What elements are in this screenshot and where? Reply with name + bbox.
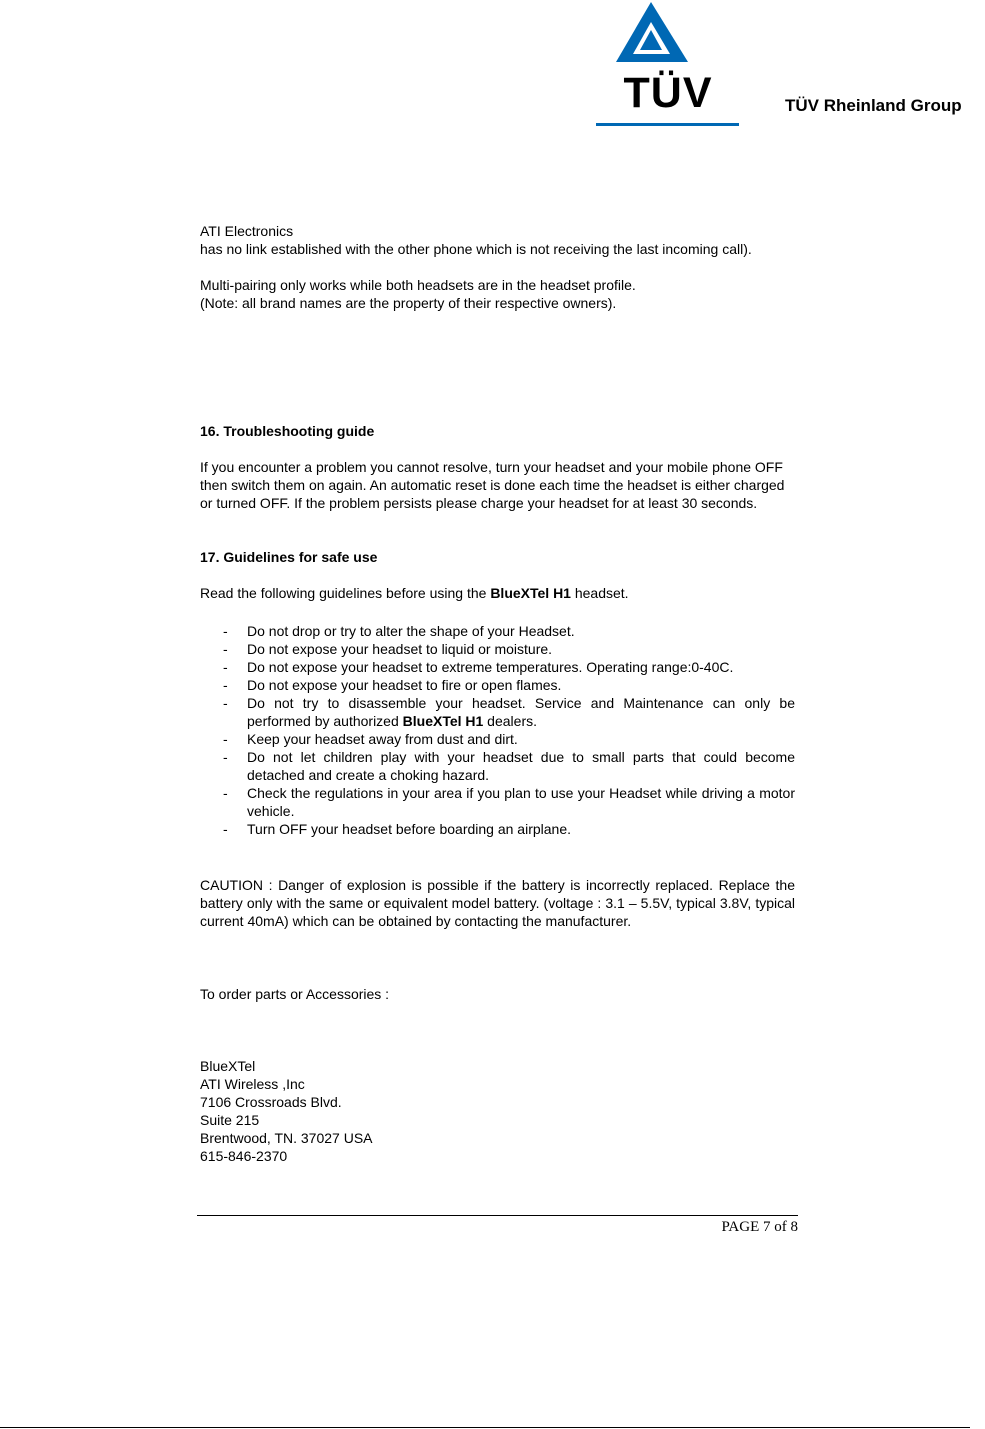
troubleshooting-section <box>200 422 795 512</box>
list-item-text: Do not let children play with your headset due to small parts that could become detached and create a choking hazard. <box>247 749 795 783</box>
footer-rule <box>197 1215 798 1216</box>
page-number: PAGE 7 of 8 <box>721 1219 798 1235</box>
list-item <box>220 748 795 784</box>
list-item <box>220 658 795 676</box>
list-item-text: Do not expose your headset to fire or open flames. <box>247 677 562 693</box>
dash: - <box>223 659 228 675</box>
intro-line1: has no link established with the other phone which is not receiving the last incoming call). <box>200 241 752 257</box>
guidelines-list <box>220 622 795 838</box>
dash: - <box>223 677 228 693</box>
group-name: TÜV Rheinland Group <box>785 96 962 115</box>
intro-company: ATI Electronics <box>200 223 294 239</box>
dash: - <box>223 641 228 657</box>
list-item <box>220 820 795 838</box>
guidelines-intro <box>200 584 795 602</box>
order-text: To order parts or Accessories : <box>200 986 390 1002</box>
list-item-text: Check the regulations in your area if you plan to use your Headset while driving a motor vehicle. <box>247 785 795 819</box>
list-item-text: Do not expose your headset to extreme temperatures. Operating range:0-40C. <box>247 659 734 675</box>
address-block <box>200 1057 795 1165</box>
order-block <box>200 985 795 1003</box>
guidelines-section <box>200 548 795 602</box>
list-item-text: Do not drop or try to alter the shape of your Headset. <box>247 623 575 639</box>
list-item <box>220 730 795 748</box>
troubleshooting-body: If you encounter a problem you cannot resolve, turn your headset and your mobile phone OFF then switch them on again. An automatic reset is done each time the headset is either charged or turned OFF. If the problem persists please charge your headset for at least 30 seconds. <box>200 459 785 511</box>
intro-line2: Multi-pairing only works while both headsets are in the headset profile. <box>200 277 636 293</box>
caution-text: CAUTION : Danger of explosion is possible if the battery is incorrectly replaced. Replace the battery only with the same or equivalent model battery. (voltage : 3.1 – 5.5V, typical 3.8V, typical current 40mA) which can be obtained by contacting the manufacturer. <box>200 877 795 929</box>
list-item-text: Turn OFF your headset before boarding an airplane. <box>247 821 572 837</box>
dash: - <box>223 749 228 765</box>
address-suite: Suite 215 <box>200 1112 260 1128</box>
list-item <box>220 622 795 640</box>
product-name: BlueXTel H1 <box>402 713 484 729</box>
logo-underline <box>596 123 739 126</box>
dash: - <box>223 695 228 711</box>
dash: - <box>223 623 228 639</box>
dash: - <box>223 731 228 747</box>
logo-wordmark: TÜV <box>623 69 713 117</box>
list-item-text: Do not try to disassemble your headset. Service and Maintenance can only be performed by authorized <box>247 695 795 729</box>
intro-line3: (Note: all brand names are the property of their respective owners). <box>200 295 617 311</box>
caution-block <box>200 876 795 930</box>
list-item <box>220 784 795 820</box>
dash: - <box>223 785 228 801</box>
address-name: BlueXTel <box>200 1058 256 1074</box>
address-company: ATI Wireless ,Inc <box>200 1076 305 1092</box>
guidelines-intro-before: Read the following guidelines before using the <box>200 585 491 601</box>
address-phone: 615-846-2370 <box>200 1148 288 1164</box>
guidelines-intro-after: headset. <box>570 585 629 601</box>
troubleshooting-heading: 16. Troubleshooting guide <box>200 423 375 439</box>
product-name: BlueXTel H1 <box>490 585 571 601</box>
list-item-text: Keep your headset away from dust and dirt. <box>247 731 518 747</box>
list-item <box>220 640 795 658</box>
list-item-text: Do not expose your headset to liquid or moisture. <box>247 641 553 657</box>
list-item-suffix: dealers. <box>483 713 537 729</box>
address-street: 7106 Crossroads Blvd. <box>200 1094 342 1110</box>
intro-block <box>200 222 795 312</box>
list-item <box>220 694 795 730</box>
page-bottom-rule <box>0 1427 970 1428</box>
dash: - <box>223 821 228 837</box>
list-item <box>220 676 795 694</box>
guidelines-heading: 17. Guidelines for safe use <box>200 549 378 565</box>
address-city: Brentwood, TN. 37027 USA <box>200 1130 373 1146</box>
